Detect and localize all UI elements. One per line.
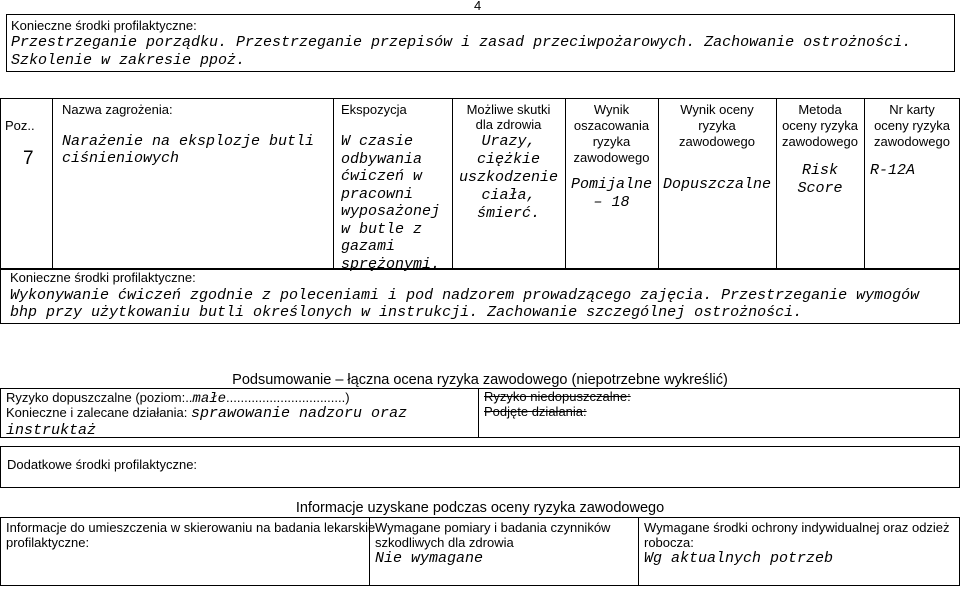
- method-header: Metoda oceny ryzyka zawodowego: [782, 102, 858, 149]
- taken-actions-label: Podjęte działania:: [484, 404, 587, 419]
- acceptable-risk-suffix: .................................): [226, 390, 350, 405]
- hazard-text: Narażenie na eksplozje butli ciśnieniowych: [62, 133, 315, 167]
- result-header: Wynik oceny ryzyka zawodowego: [679, 102, 755, 149]
- method-text: Risk Score: [797, 162, 843, 197]
- actions-value-2: instruktaż: [6, 422, 97, 439]
- measures-line2: bhp przy użytkowaniu butli określonych w instrukcji. Zachowanie szczególnej ostrożności.: [10, 304, 803, 321]
- acceptable-risk-value: małe: [192, 391, 227, 407]
- top-measures-line1: Przestrzeganie porządku. Przestrzeganie przepisów i zasad przeciwpożarowych. Zachowanie ostrożności.: [11, 34, 912, 51]
- actions-value-1: sprawowanie nadzoru oraz: [191, 405, 408, 422]
- effects-header: Możliwe skutki dla zdrowia: [466, 102, 551, 132]
- card-header: Nr karty oceny ryzyka zawodowego: [874, 102, 950, 149]
- assessment-header: Wynik oszacowania ryzyka zawodowego: [573, 102, 650, 165]
- measurements-label: Wymagane pomiary i badania czynników szkodliwych dla zdrowia: [375, 520, 611, 550]
- poz-label: Poz..: [5, 118, 35, 133]
- page-number: 4: [474, 0, 482, 13]
- medical-info-label: Informacje do umieszczenia w skierowaniu na badania lekarskie profilaktyczne:: [6, 520, 376, 550]
- effects-text: Urazy, ciężkie uszkodzenie ciała, śmierć.: [458, 133, 559, 222]
- top-measures-box: [6, 14, 955, 72]
- measures-line1: Wykonywanie ćwiczeń zgodnie z poleceniami i pod nadzorem prowadzącego zajęcia. Przestrzeganie wymogów: [10, 287, 920, 304]
- additional-measures-label: Dodatkowe środki profilaktyczne:: [7, 457, 198, 472]
- protection-value: Wg aktualnych potrzeb: [644, 550, 834, 567]
- measurements-value: Nie wymagane: [375, 550, 484, 567]
- actions-line: [6, 405, 407, 422]
- poz-number: 7: [23, 148, 34, 169]
- exposure-text: W czasie odbywania ćwiczeń w pracowni wyposażonej w butle z gazami sprężonymi.: [341, 133, 441, 273]
- result-text: Dopuszczalne: [662, 176, 772, 193]
- additional-measures-box: [0, 446, 960, 488]
- top-measures-line2: Szkolenie w zakresie ppoż.: [11, 52, 246, 69]
- measures-label: Konieczne środki profilaktyczne:: [10, 270, 196, 285]
- actions-label: Konieczne i zalecane działania:: [6, 405, 188, 420]
- assessment-text: Pomijalne – 18: [570, 176, 652, 211]
- hazard-header: Nazwa zagrożenia:: [62, 102, 173, 117]
- exposure-header: Ekspozycja: [341, 102, 407, 117]
- measures-box: [0, 268, 960, 324]
- info-title: Informacje uzyskane podczas oceny ryzyka zawodowego: [295, 500, 665, 516]
- protection-label: Wymagane środki ochrony indywidualnej oraz odzież robocza:: [644, 520, 950, 550]
- summary-title: Podsumowanie – łączna ocena ryzyka zawodowego (niepotrzebne wykreślić): [232, 372, 728, 388]
- acceptable-risk-prefix: Ryzyko dopuszczalne (poziom:..: [6, 390, 193, 405]
- top-measures-label: Konieczne środki profilaktyczne:: [11, 18, 197, 33]
- unacceptable-risk-label: Ryzyko niedopuszczalne:: [484, 389, 631, 404]
- card-text: R-12A: [870, 162, 916, 179]
